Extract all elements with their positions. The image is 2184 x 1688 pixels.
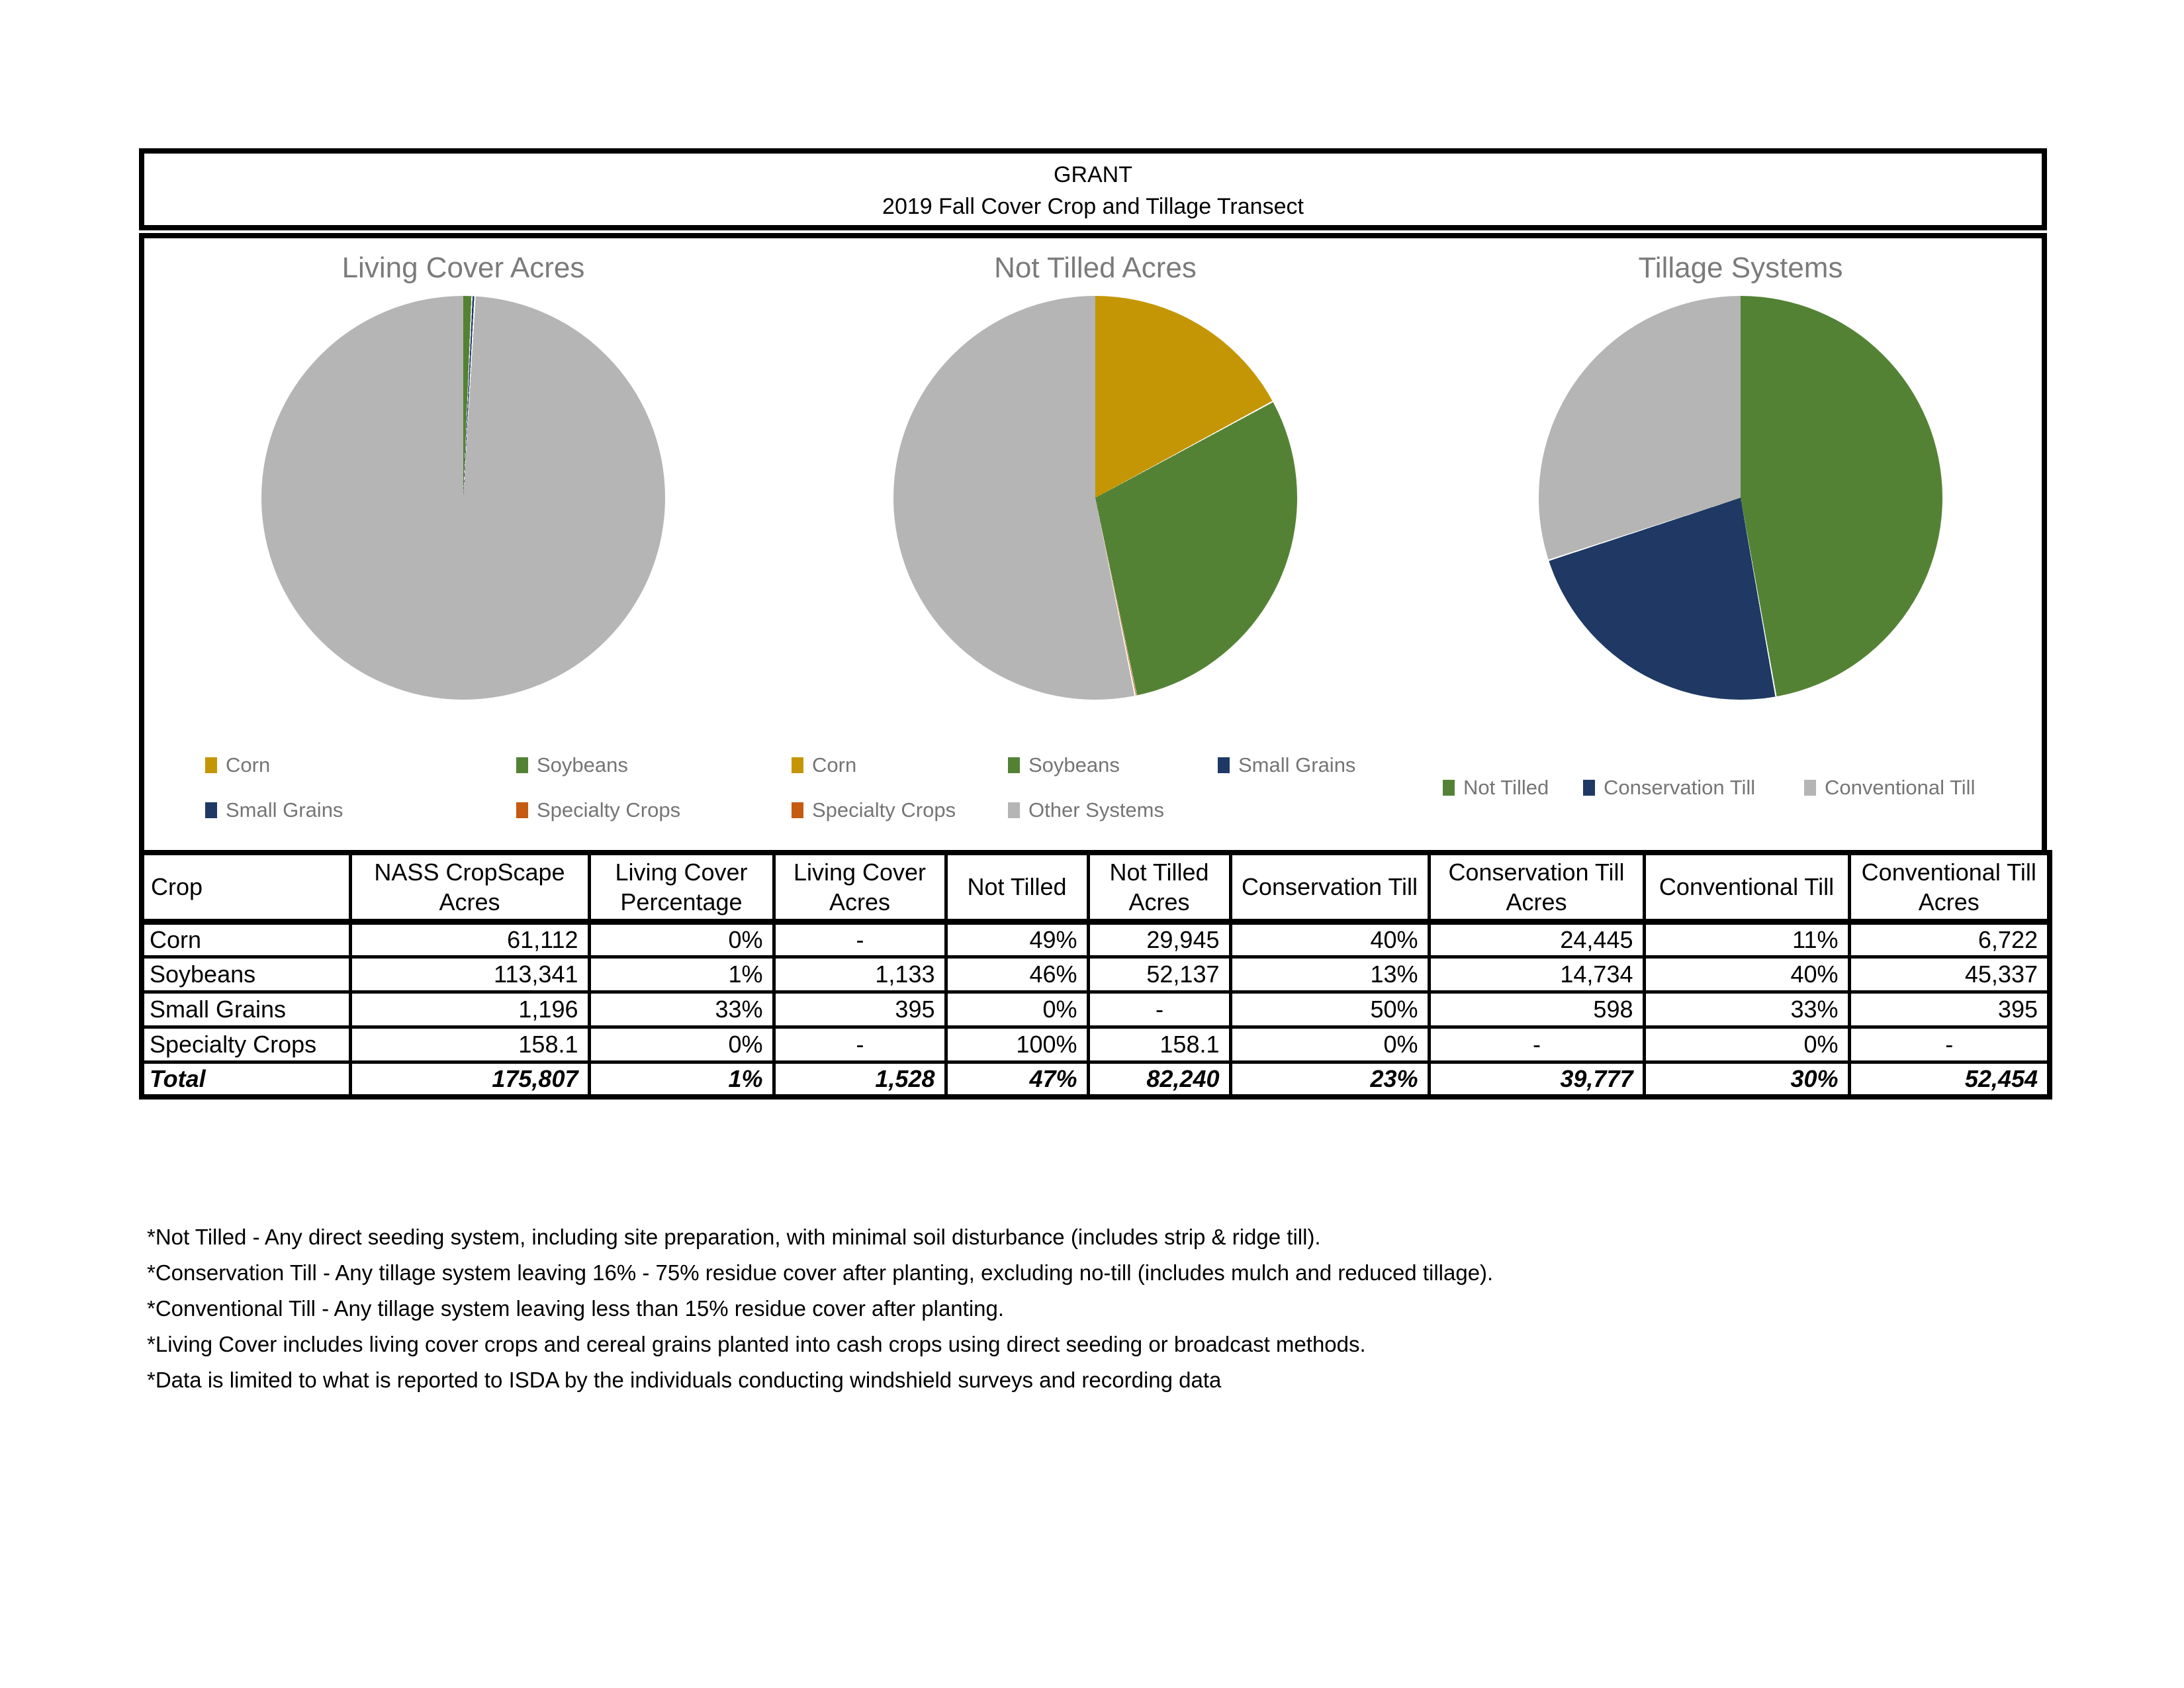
- table-cell: 29,945: [1088, 921, 1230, 957]
- table-row-corn: [142, 921, 2050, 957]
- table-cell: 40%: [1230, 921, 1429, 957]
- table-cell: 82,240: [1088, 1062, 1230, 1097]
- table-cell: Corn: [142, 921, 350, 957]
- legend-item-conservation-till: [1583, 776, 1755, 800]
- table-cell: 52,454: [1849, 1062, 2050, 1097]
- legend-swatch-not-tilled: [1443, 780, 1455, 796]
- footnote-living-cover: *Living Cover includes living cover crops and cereal grains planted into cash crops using direct seeding or broadcast methods.: [147, 1332, 1366, 1356]
- legend-label: Soybeans: [537, 753, 628, 776]
- footnote-data-limited: *Data is limited to what is reported to ISDA by the individuals conducting windshield surveys and recording data: [147, 1368, 1222, 1392]
- table-cell: 52,137: [1088, 957, 1230, 992]
- footnote-not-tilled: *Not Tilled - Any direct seeding system, including site preparation, with minimal soil disturbance (includes strip & ridge till).: [147, 1225, 1321, 1249]
- table-cell: 1,196: [350, 992, 589, 1027]
- table-cell: 158.1: [1088, 1027, 1230, 1062]
- table-cell: 45,337: [1849, 957, 2050, 992]
- legend-swatch-conventional-till: [1804, 780, 1816, 796]
- column-header-not-tilled-acres: Not Tilled Acres: [1088, 853, 1230, 921]
- table-cell: Total: [142, 1062, 350, 1097]
- table-cell: 24,445: [1429, 921, 1644, 957]
- table-cell: 50%: [1230, 992, 1429, 1027]
- column-header-not-tilled: Not Tilled: [946, 853, 1088, 921]
- table-cell: Soybeans: [142, 957, 350, 992]
- legend-item-corn: [205, 753, 270, 777]
- table-cell: 158.1: [350, 1027, 589, 1062]
- living-cover-pie-chart: [261, 296, 665, 700]
- report-subtitle: 2019 Fall Cover Crop and Tillage Transect: [882, 194, 1304, 219]
- legend-item-not-tilled: [1443, 776, 1549, 800]
- legend-item-conventional-till: [1804, 776, 1975, 800]
- table-cell: 61,112: [350, 921, 589, 957]
- column-header-conservation-till-acres: Conservation Till Acres: [1429, 853, 1644, 921]
- footnotes: [147, 1219, 1493, 1398]
- legend-item-soybeans: [1008, 753, 1120, 777]
- legend-label: Other Systems: [1028, 798, 1164, 821]
- table-row-total: [142, 1062, 2050, 1097]
- table-cell: 0%: [589, 921, 774, 957]
- table-cell: 1%: [589, 1062, 774, 1097]
- column-header-conventional-till: Conventional Till: [1644, 853, 1849, 921]
- legend-label: Conservation Till: [1604, 776, 1756, 799]
- column-header-conventional-till-acres: Conventional Till Acres: [1849, 853, 2050, 921]
- table-cell: -: [1429, 1027, 1644, 1062]
- living-cover-chart-title: Living Cover Acres: [341, 252, 585, 284]
- tillage-systems-chart-title: Tillage Systems: [1638, 252, 1843, 284]
- legend-item-small-grains: [1218, 753, 1355, 777]
- table-cell: 1%: [589, 957, 774, 992]
- legend-swatch-conservation-till: [1583, 780, 1595, 796]
- table-cell: 395: [1849, 992, 2050, 1027]
- table-cell: Small Grains: [142, 992, 350, 1027]
- table-cell: 46%: [946, 957, 1088, 992]
- table-cell: 0%: [589, 1027, 774, 1062]
- footnote-conservation-till: *Conservation Till - Any tillage system leaving 16% - 75% residue cover after planting, excluding no-till (includes mulch and reduced tillage).: [147, 1260, 1494, 1285]
- legend-item-small-grains: [205, 798, 343, 822]
- table-cell: 33%: [1644, 992, 1849, 1027]
- report-county-title: GRANT: [1054, 162, 1132, 187]
- legend-item-specialty-crops: [516, 798, 680, 822]
- legend-label: Small Grains: [226, 798, 343, 821]
- column-header-crop: Crop: [142, 853, 350, 921]
- table-cell: 40%: [1644, 957, 1849, 992]
- table-cell: -: [1088, 992, 1230, 1027]
- column-header-living-cover-percentage: Living Cover Percentage: [589, 853, 774, 921]
- table-cell: 11%: [1644, 921, 1849, 957]
- legend-label: Not Tilled: [1463, 776, 1549, 799]
- table-cell: 23%: [1230, 1062, 1429, 1097]
- table-cell: 598: [1429, 992, 1644, 1027]
- legend-item-corn: [792, 753, 856, 777]
- legend-label: Soybeans: [1028, 753, 1120, 776]
- table-cell: 0%: [1644, 1027, 1849, 1062]
- table-cell: 6,722: [1849, 921, 2050, 957]
- table-cell: -: [774, 1027, 946, 1062]
- legend-item-other-systems: [1008, 798, 1164, 822]
- legend-swatch-corn: [205, 757, 217, 773]
- report-title-box: [139, 148, 2047, 230]
- table-cell: 14,734: [1429, 957, 1644, 992]
- legend-label: Conventional Till: [1825, 776, 1976, 799]
- crop-tillage-table: [139, 850, 2052, 1100]
- not-tilled-pie-chart: [893, 296, 1297, 700]
- legend-swatch-other-systems: [1008, 802, 1020, 818]
- legend-label: Corn: [226, 753, 271, 776]
- table-row-specialty-crops: [142, 1027, 2050, 1062]
- legend-swatch-corn: [792, 757, 803, 773]
- legend-label: Specialty Crops: [537, 798, 681, 821]
- legend-swatch-soybeans: [1008, 757, 1020, 773]
- table-cell: 39,777: [1429, 1062, 1644, 1097]
- table-cell: 100%: [946, 1027, 1088, 1062]
- table-cell: -: [1849, 1027, 2050, 1062]
- legend-swatch-soybeans: [516, 757, 528, 773]
- table-cell: 113,341: [350, 957, 589, 992]
- legend-item-specialty-crops: [792, 798, 956, 822]
- table-cell: 0%: [1230, 1027, 1429, 1062]
- table-cell: -: [774, 921, 946, 957]
- table-cell: 1,528: [774, 1062, 946, 1097]
- table-row-soybeans: [142, 957, 2050, 992]
- column-header-nass-cropscape-acres: NASS CropScape Acres: [350, 853, 589, 921]
- table-cell: 47%: [946, 1062, 1088, 1097]
- legend-label: Small Grains: [1238, 753, 1356, 776]
- legend-swatch-specialty-crops: [516, 802, 528, 818]
- table-cell: 49%: [946, 921, 1088, 957]
- table-header-row: [142, 853, 2050, 921]
- table-cell: 13%: [1230, 957, 1429, 992]
- legend-swatch-small-grains: [205, 802, 217, 818]
- column-header-living-cover-acres: Living Cover Acres: [774, 853, 946, 921]
- not-tilled-chart-title: Not Tilled Acres: [994, 252, 1197, 284]
- table-cell: 1,133: [774, 957, 946, 992]
- legend-item-soybeans: [516, 753, 628, 777]
- legend-label: Specialty Crops: [812, 798, 956, 821]
- table-cell: 33%: [589, 992, 774, 1027]
- table-cell: 0%: [946, 992, 1088, 1027]
- footnote-conventional-till: *Conventional Till - Any tillage system leaving less than 15% residue cover after planting.: [147, 1296, 1005, 1321]
- column-header-conservation-till: Conservation Till: [1230, 853, 1429, 921]
- table-cell: Specialty Crops: [142, 1027, 350, 1062]
- legend-label: Corn: [812, 753, 857, 776]
- table-cell: 175,807: [350, 1062, 589, 1097]
- legend-swatch-small-grains: [1218, 757, 1230, 773]
- table-row-small-grains: [142, 992, 2050, 1027]
- table-cell: 395: [774, 992, 946, 1027]
- tillage-systems-pie-chart: [1539, 296, 1942, 700]
- legend-swatch-specialty-crops: [792, 802, 803, 818]
- table-cell: 30%: [1644, 1062, 1849, 1097]
